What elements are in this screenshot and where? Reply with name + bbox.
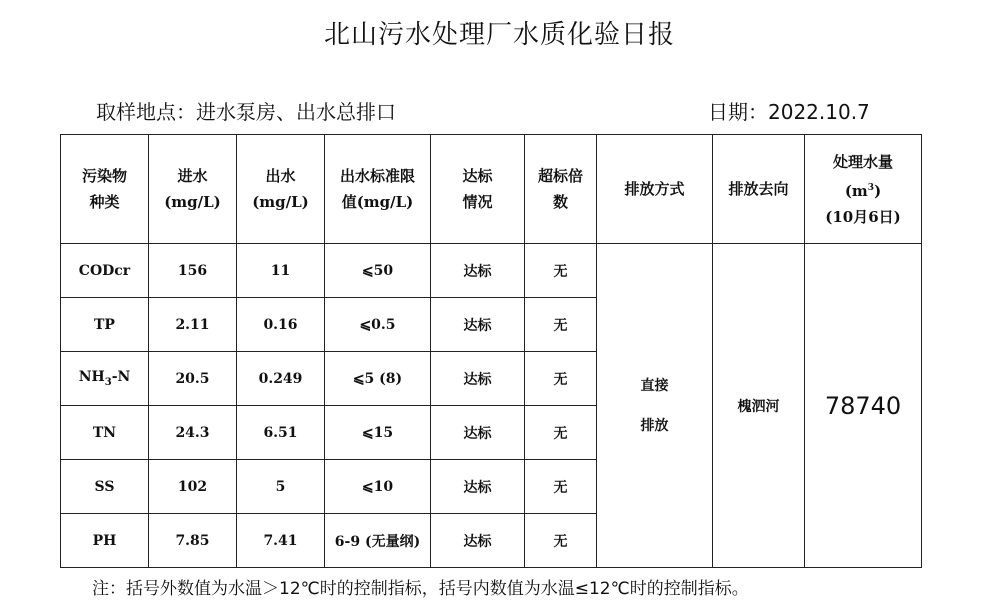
status-cell: 达标 — [431, 298, 525, 352]
status-cell: 达标 — [431, 244, 525, 298]
outflow-cell: 0.249 — [237, 352, 325, 406]
inflow-cell: 156 — [149, 244, 237, 298]
limit-cell: ⩽15 — [325, 406, 431, 460]
footnote: 注：括号外数值为水温＞12℃时的控制指标，括号内数值为水温≤12℃时的控制指标。 — [92, 579, 749, 599]
volume-cell — [805, 244, 922, 568]
exceed-cell: 无 — [525, 352, 597, 406]
outflow-cell: 11 — [237, 244, 325, 298]
pollutant-cell: $NH_3-N$ — [61, 352, 149, 406]
pollutant-cell: CODcr — [61, 244, 149, 298]
status-cell: 达标 — [431, 406, 525, 460]
sampling-location: 取样地点：进水泵房、出水总排口 — [96, 100, 396, 124]
header-status: 达标 情况 — [431, 135, 525, 244]
limit-cell: ⩽50 — [325, 244, 431, 298]
pollutant-cell: TP — [61, 298, 149, 352]
header-row — [61, 135, 922, 244]
exceed-cell: 无 — [525, 406, 597, 460]
exceed-cell: 无 — [525, 244, 597, 298]
limit-cell: 6-9 (无量纲) — [325, 514, 431, 568]
inflow-cell: 20.5 — [149, 352, 237, 406]
header-outflow: 出水 (mg/L) — [237, 135, 325, 244]
outflow-cell: 7.41 — [237, 514, 325, 568]
exceed-cell: 无 — [525, 514, 597, 568]
header-inflow: 进水 (mg/L) — [149, 135, 237, 244]
discharge-dest-cell: 槐泗河 — [713, 244, 805, 568]
header-discharge-dest: 排放去向 — [713, 135, 805, 244]
volume-value: 78740 — [824, 391, 902, 420]
water-quality-table — [60, 134, 922, 568]
outflow-cell: 0.16 — [237, 298, 325, 352]
status-cell: 达标 — [431, 352, 525, 406]
table-row — [61, 244, 922, 298]
header-volume: 处理水量 $(m^3)$ (10月6日) — [805, 135, 922, 244]
pollutant-cell: TN — [61, 406, 149, 460]
outflow-cell: 5 — [237, 460, 325, 514]
inflow-cell: 24.3 — [149, 406, 237, 460]
limit-cell: ⩽5 (8) — [325, 352, 431, 406]
inflow-cell: 7.85 — [149, 514, 237, 568]
discharge-method-cell: 直接 排放 — [597, 244, 713, 568]
exceed-cell: 无 — [525, 298, 597, 352]
header-discharge-method: 排放方式 — [597, 135, 713, 244]
header-pollutant: 污染物 种类 — [61, 135, 149, 244]
header-limit: 出水标准限 值(mg/L) — [325, 135, 431, 244]
header-exceed: 超标倍 数 — [525, 135, 597, 244]
pollutant-cell: PH — [61, 514, 149, 568]
report-title: 北山污水处理厂水质化验日报 — [323, 20, 675, 50]
inflow-cell: 2.11 — [149, 298, 237, 352]
status-cell: 达标 — [431, 460, 525, 514]
limit-cell: ⩽10 — [325, 460, 431, 514]
status-cell: 达标 — [431, 514, 525, 568]
outflow-cell: 6.51 — [237, 406, 325, 460]
exceed-cell: 无 — [525, 460, 597, 514]
pollutant-cell: SS — [61, 460, 149, 514]
inflow-cell: 102 — [149, 460, 237, 514]
limit-cell: ⩽0.5 — [325, 298, 431, 352]
report-date: 日期：2022.10.7 — [708, 100, 870, 124]
